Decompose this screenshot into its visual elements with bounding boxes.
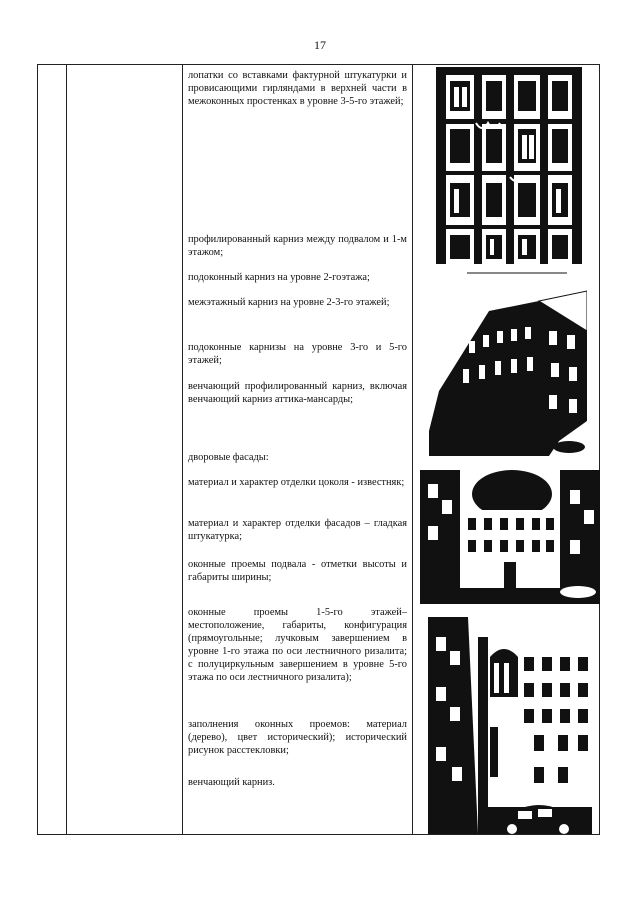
paragraph: подоконный карниз на уровне 2-гоэтажа;: [188, 272, 370, 283]
column-divider: [182, 64, 183, 835]
text-block: [188, 451, 407, 464]
text-block: [188, 718, 407, 757]
text-block: [188, 558, 407, 584]
paragraph: заполнения оконных проемов: материал (дерево), цвет исторический); исторический рисунок расстекловки;: [188, 719, 407, 756]
paragraph: лопатки со вставками фактурной штукатурки и провисающими гирляндами в верхней части в межоконных простенках в уровне 3-5-го этажей;: [188, 70, 407, 107]
text-block: [188, 233, 407, 259]
paragraph: оконные проемы 1-5-го этажей– местоположение, габариты, конфигурация (прямоугольные; лучковым завершением в уровне 1-го этажа по оси лестничного ризалита; с полуциркульным завершением в уровне 5-го этажа по оси лестничного ризалита);: [188, 607, 407, 683]
paragraph: подоконные карнизы на уровне 3-го и 5-го этажей;: [188, 342, 407, 366]
page-number: 17: [314, 38, 326, 52]
paragraph: материал и характер отделки фасадов – гладкая штукатурка;: [188, 518, 407, 542]
text-block: [188, 341, 407, 367]
paragraph: оконные проемы подвала - отметки высоты и габариты ширины;: [188, 559, 407, 583]
text-block: [188, 271, 407, 284]
paragraph: венчающий карниз.: [188, 777, 275, 788]
text-block: [188, 606, 407, 684]
paragraph: межэтажный карниз на уровне 2-3-го этажей;: [188, 297, 390, 308]
column-divider: [66, 64, 67, 835]
text-block: [188, 69, 407, 108]
text-block: [188, 517, 407, 543]
text-block: [188, 476, 407, 489]
paragraph: венчающий профилированный карниз, включая венчающий карниз аттика-мансарды;: [188, 381, 407, 405]
paragraph: дворовые фасады:: [188, 452, 269, 463]
paragraph: материал и характер отделки цоколя - известняк;: [188, 477, 405, 488]
column-divider: [412, 64, 413, 835]
photo-courtyard-facade: [428, 617, 592, 834]
photo-facade-pilasters: [436, 67, 582, 264]
photo-courtyard-tree: [420, 470, 600, 604]
paragraph: профилированный карниз между подвалом и 1-м этажом;: [188, 234, 407, 258]
text-block: [188, 776, 407, 789]
photo-corner-facade: [429, 271, 587, 456]
text-block: [188, 296, 407, 309]
text-block: [188, 380, 407, 406]
